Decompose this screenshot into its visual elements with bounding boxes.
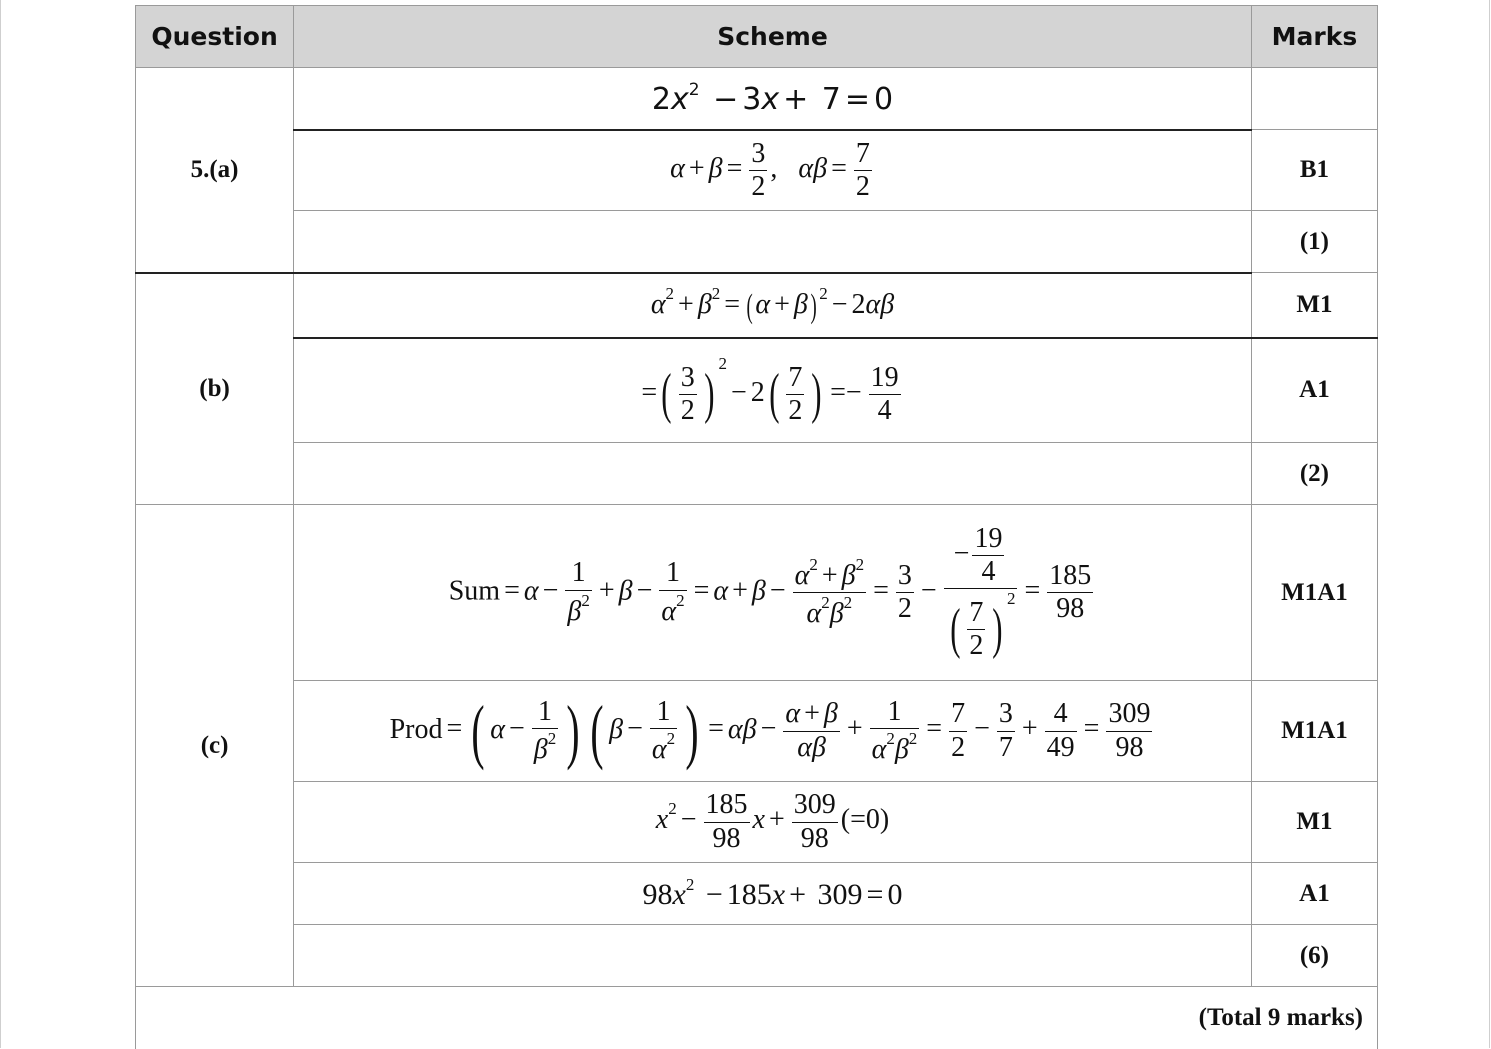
header-question: Question (136, 6, 294, 68)
header-scheme: Scheme (294, 6, 1252, 68)
question-label-c: (c) (136, 505, 294, 987)
fraction: $\frac{1}{\beta^2}$ (567, 557, 590, 627)
mark-a-1: B1 (1251, 130, 1377, 211)
scheme-empty-a (294, 211, 1252, 273)
fraction: $\frac{19}{4}$ (870, 361, 899, 426)
fraction: $\frac{185}{98}$ (705, 789, 748, 854)
sum-label: Sum (448, 574, 501, 606)
fraction: $\frac{\alpha + \beta}{\alpha\beta}$ (785, 698, 838, 763)
total-marks: (Total 9 marks) (136, 987, 1378, 1049)
fraction: $\frac{7}{2}$ (788, 361, 803, 426)
sum-of-roots-c: Sum = α − $\frac{1}{\beta^2}$ + β − $\frac{1}{\alpha^2}$ = α + β − $\frac{\alpha^2 + \beta^2}{\alpha^2\beta^2}$ = $\frac{3}{2}$ − − $\frac{19}{4}$ ( $\frac{7}{2}$ ) $^2$ = $\frac{185}{98}$ (294, 505, 1252, 681)
fraction: $\frac{\alpha^2 + \beta^2}{\alpha^2\beta^2}$ (794, 554, 865, 629)
fraction: $\frac{1}{\beta^2}$ (533, 695, 557, 765)
identity-b: $\alpha^2 + \beta^2 = (\alpha + \beta) ^2 - 2\alpha\beta$ (294, 273, 1252, 338)
fraction: $\frac{7}{2}$ (855, 137, 870, 202)
fraction: $\frac{4}{49}$ (1046, 698, 1075, 763)
header-row (136, 6, 1378, 68)
question-label-a: 5.(a) (136, 68, 294, 273)
table-row (136, 130, 1378, 211)
table-row (136, 273, 1378, 338)
table-row (136, 681, 1378, 782)
mark-c-1: M1A1 (1251, 681, 1377, 782)
mark-c-3: A1 (1251, 863, 1377, 925)
fraction: $\frac{3}{2}$ (751, 137, 766, 202)
fraction: $\frac{185}{98}$ (1049, 559, 1092, 624)
prod-label: Prod (389, 713, 443, 745)
fraction: $\frac{7}{2}$ (951, 698, 966, 763)
table-row (136, 443, 1378, 505)
fraction: $\frac{1}{\alpha^2\beta^2}$ (871, 695, 918, 765)
quadratic-form-c: $x^2$ − $\frac{185}{98}$ x + $\frac{309}{98}$ (=0) (294, 782, 1252, 863)
mark-b-1: A1 (1251, 338, 1377, 443)
header-marks: Marks (1251, 6, 1377, 68)
fraction: $\frac{3}{2}$ (680, 361, 695, 426)
evaluation-b: =( $\frac{3}{2}$ )$^2$− 2( $\frac{7}{2}$ ) =− $\frac{19}{4}$ (294, 338, 1252, 443)
page-edge-right (1489, 0, 1490, 1048)
fraction: $\frac{7}{2}$ (969, 596, 984, 662)
fraction: $\frac{309}{98}$ (793, 789, 836, 854)
scheme-empty-b (294, 443, 1252, 505)
mark-b-0: M1 (1251, 273, 1377, 338)
final-equation-c: $98x^2 - 185x + 309 = 0$ (294, 863, 1252, 925)
table-row (136, 338, 1378, 443)
total-row (136, 987, 1378, 1049)
fraction: $\frac{1}{\alpha^2}$ (661, 557, 685, 627)
page-edge-left (0, 0, 1, 1048)
roots-sum-product: α + β = $\frac{3}{2}$ , αβ = $\frac{7}{2}$ (294, 130, 1252, 211)
fraction: $\frac{3}{7}$ (998, 698, 1013, 763)
table-row (136, 211, 1378, 273)
table-row (136, 925, 1378, 987)
question-label-b: (b) (136, 273, 294, 505)
mark-c-4: (6) (1251, 925, 1377, 987)
table-row (136, 68, 1378, 130)
product-of-roots-c: Prod = ( α − $\frac{1}{\beta^2}$ ) ( β − $\frac{1}{\alpha^2}$ ) = αβ − $\frac{\alpha + \beta}{\alpha\beta}$ + $\frac{1}{\alpha^2\beta^2}$ = $\frac{7}{2}$ − $\frac{3}{7}$ + $\frac{4}{49}$ = $\frac{309}{98}$ (294, 681, 1252, 782)
fraction: $\frac{3}{2}$ (897, 559, 912, 624)
table-row (136, 782, 1378, 863)
fraction: $\frac{309}{98}$ (1108, 698, 1151, 763)
mark-scheme-table (135, 5, 1378, 1049)
mark-a-2: (1) (1251, 211, 1377, 273)
scheme-empty-c (294, 925, 1252, 987)
mark-c-2: M1 (1251, 782, 1377, 863)
mark-c-0: M1A1 (1251, 505, 1377, 681)
mark-a-0 (1251, 68, 1377, 130)
table-row (136, 863, 1378, 925)
fraction: $\frac{19}{4}$ (974, 522, 1003, 587)
mark-b-2: (2) (1251, 443, 1377, 505)
equation-a: $2x^2 - 3x + 7 = 0$ (294, 68, 1252, 130)
fraction: $\frac{1}{\alpha^2}$ (651, 695, 676, 765)
compound-fraction: − $\frac{19}{4}$ ( $\frac{7}{2}$ ) $^2$ (944, 523, 1018, 663)
table-row (136, 505, 1378, 681)
